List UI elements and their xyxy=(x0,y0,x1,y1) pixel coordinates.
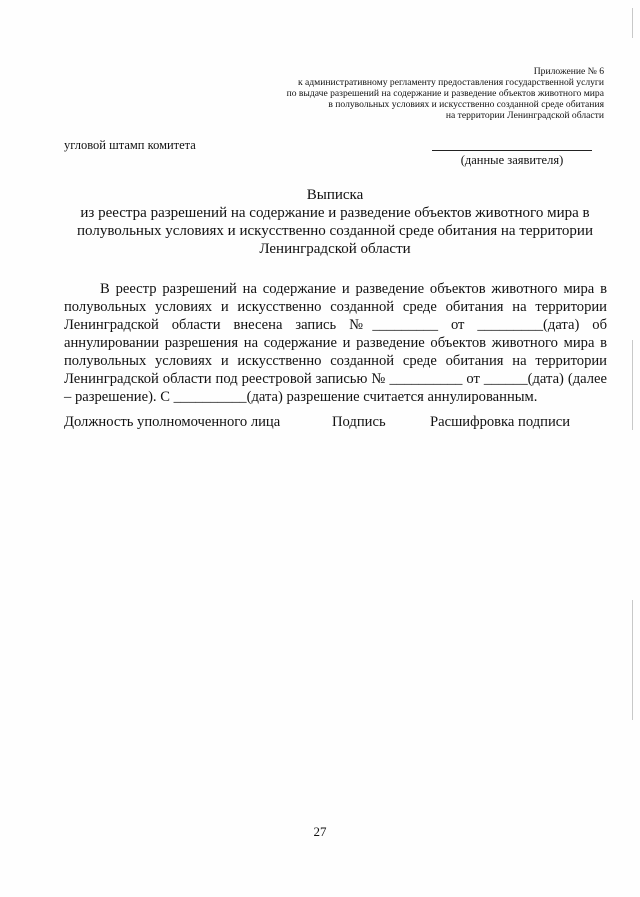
document-heading xyxy=(60,186,610,258)
annex-line: к административному регламенту предоставления государственной услуги xyxy=(297,77,604,88)
signature-decode-label: Расшифровка подписи xyxy=(430,414,571,430)
signature-position-label: Должность уполномоченного лица xyxy=(64,414,281,430)
stamp-label: угловой штамп комитета xyxy=(64,138,196,152)
scan-artifact xyxy=(632,340,633,430)
annex-line: в полувольных условиях и искусственно созданной среде обитания xyxy=(328,99,604,110)
scan-artifact xyxy=(632,8,633,38)
page-number: 27 xyxy=(313,824,327,839)
document-title: Выписка xyxy=(306,187,364,203)
applicant-caption: (данные заявителя) xyxy=(460,153,564,167)
applicant-block xyxy=(432,138,592,168)
annex-header xyxy=(204,66,604,121)
scan-artifact xyxy=(632,600,633,720)
annex-line: по выдаче разрешений на содержание и разведение объектов животного мира xyxy=(286,88,604,99)
body-paragraph: В реестр разрешений на содержание и разведение объектов животного мира в полувольных условиях и искусственно созданной среде обитания на территории Ленинградской области внесена запись №_________ от _________(дата) об аннулировании разрешения на содержание и разведение объектов животного мира в полувольных условиях и искусственно созданной среде обитания на территории Ленинградской области под реестровой записью № __________ от ______(дата) (далее – разрешение). С __________(дата) разрешение считается аннулированным. xyxy=(64,281,607,405)
annex-line: на территории Ленинградской области xyxy=(445,110,604,121)
signature-label: Подпись xyxy=(332,414,386,430)
document-subtitle: из реестра разрешений на содержание и разведение объектов животного мира в полувольных условиях и искусственно созданной среде обитания на территории Ленинградской области xyxy=(77,205,593,257)
annex-title: Приложение № 6 xyxy=(533,66,604,77)
applicant-blank-line xyxy=(432,138,592,151)
